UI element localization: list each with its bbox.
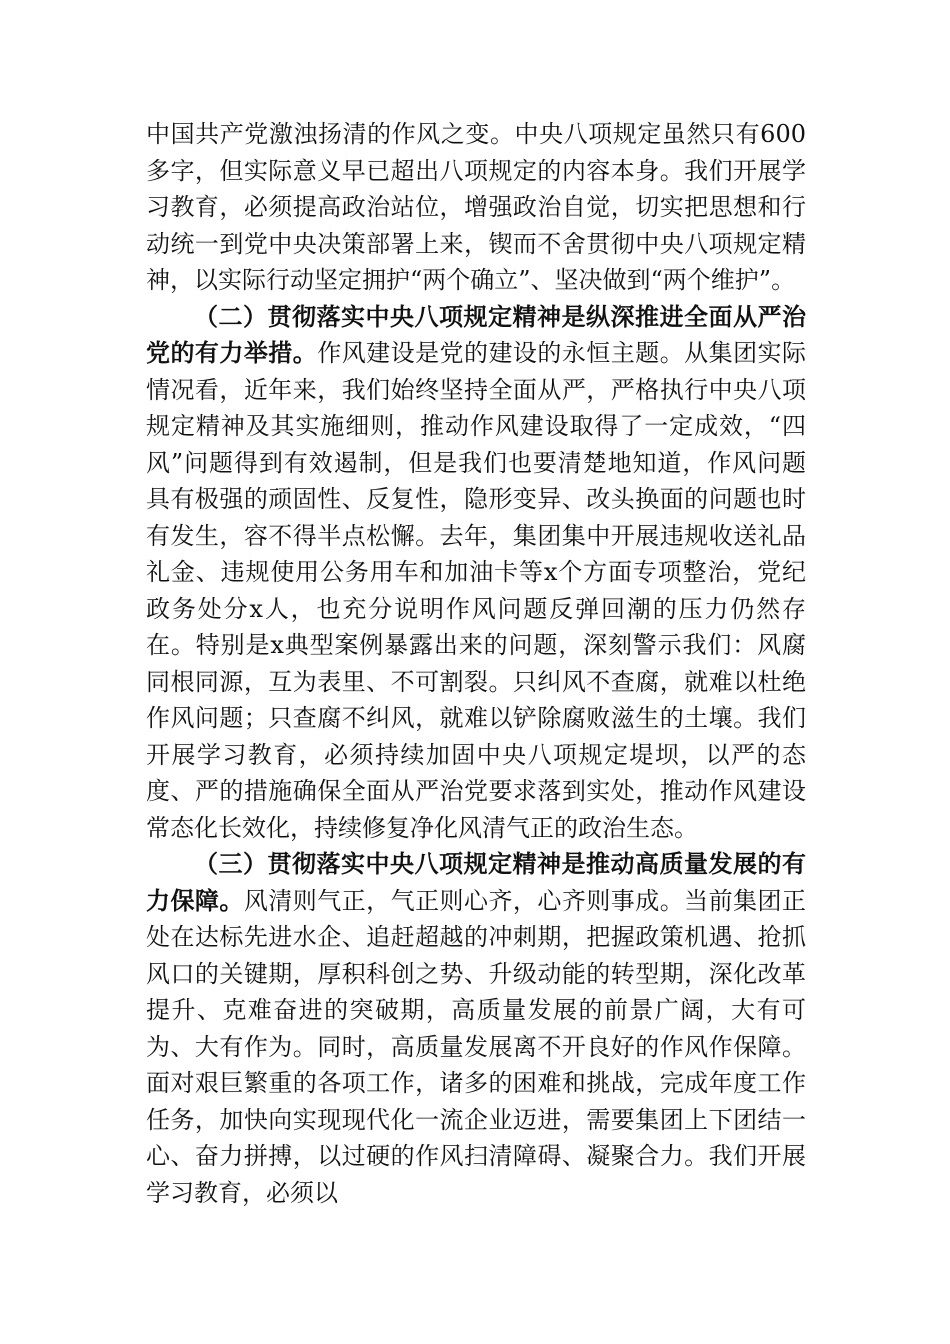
- paragraph-lead: （三）贯彻落实中央八项规定精神是推动高质量发展的有力保障。: [146, 849, 806, 915]
- paragraph-section-three: [146, 846, 806, 1211]
- paragraph-body: 风清则气正，气正则心齐，心齐则事成。当前集团正处在达标先进水企、追赶超越的冲刺期，把握政策机遇、抢抓风口的关键期，厚积科创之势、升级动能的转型期，深化改革提升、克难奋进的突破期，高质量发展的前景广阔，大有可为、大有作为。同时，高质量发展离不开良好的作风作保障。面对艰巨繁重的各项工作，诸多的困难和挑战，完成年度工作任务，加快向实现现代化一流企业迈进，需要集团上下团结一心、奋力拼搏，以过硬的作风扫清障碍、凝聚合力。我们开展学习教育，必须以: [146, 886, 807, 1207]
- document-page: [146, 116, 806, 1211]
- paragraph-body: 中国共产党激浊扬清的作风之变。中央八项规定虽然只有600多字，但实际意义早已超出八项规定的内容本身。我们开展学习教育，必须提高政治站位，增强政治自觉，切实把思想和行动统一到党中央决策部署上来，锲而不舍贯彻中央八项规定精神，以实际行动坚定拥护“两个确立”、坚决做到“两个维护”。: [146, 120, 806, 294]
- paragraph-continued: [146, 116, 806, 299]
- paragraph-section-two: [146, 299, 806, 847]
- paragraph-body: 作风建设是党的建设的永恒主题。从集团实际情况看，近年来，我们始终坚持全面从严，严格执行中央八项规定精神及其实施细则，推动作风建设取得了一定成效，“四风”问题得到有效遏制，但是我们也要清楚地知道，作风问题具有极强的顽固性、反复性，隐形变异、改头换面的问题也时有发生，容不得半点松懈。去年，集团集中开展违规收送礼品礼金、违规使用公务用车和加油卡等x个方面专项整治，党纪政务处分x人，也充分说明作风问题反弹回潮的压力仍然存在。特别是x典型案例暴露出来的问题，深刻警示我们：风腐同根同源，互为表里、不可割裂。只纠风不查腐，就难以杜绝作风问题；只查腐不纠风，就难以铲除腐败滋生的土壤。我们开展学习教育，必须持续加固中央八项规定堤坝，以严的态度、严的措施确保全面从严治党要求落到实处，推动作风建设常态化长效化，持续修复净化风清气正的政治生态。: [146, 339, 807, 842]
- paragraph-lead: （二）贯彻落实中央八项规定精神是纵深推进全面从严治党的有力举措。: [146, 301, 806, 367]
